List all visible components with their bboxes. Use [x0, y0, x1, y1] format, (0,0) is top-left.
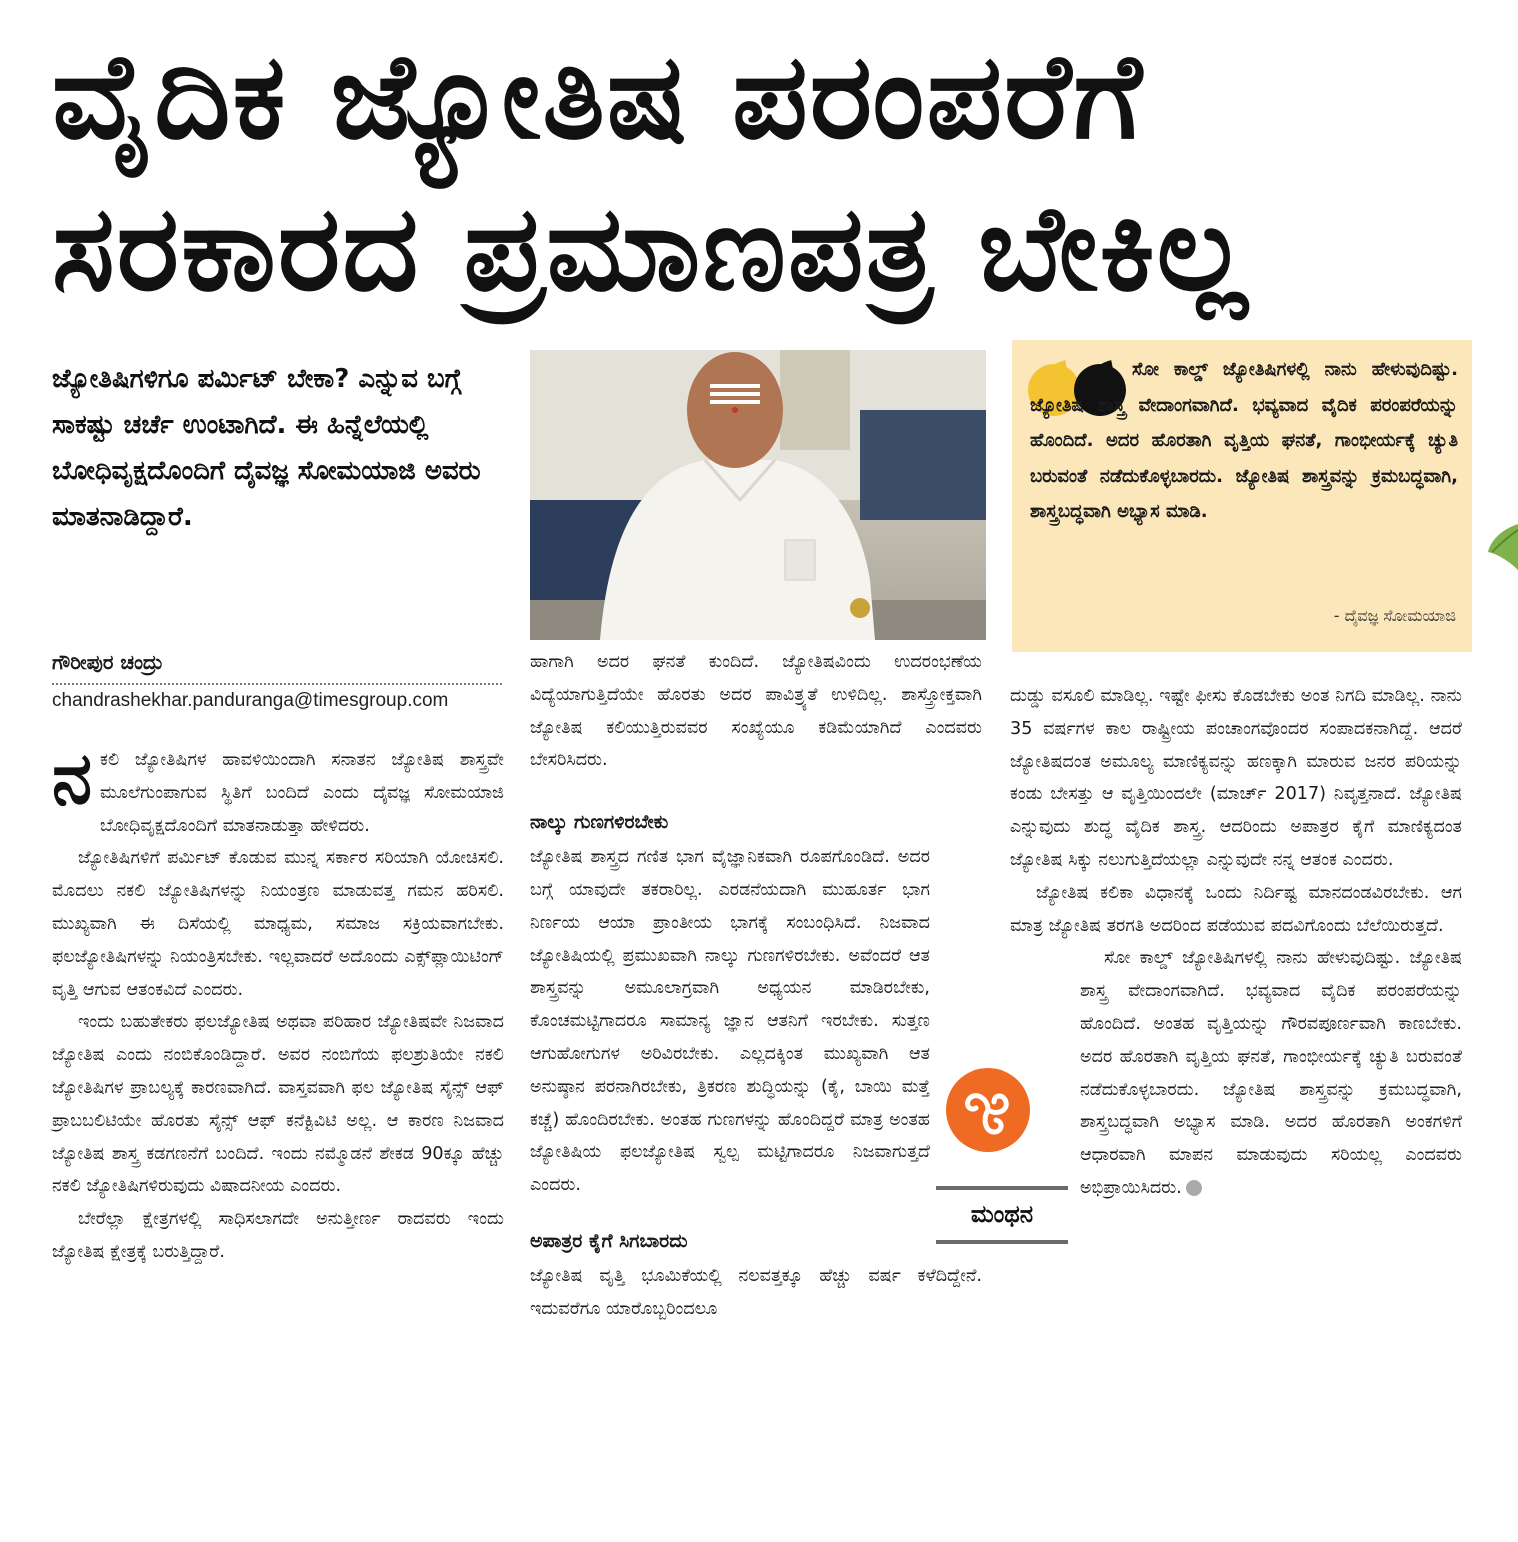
headline: [52, 20, 1472, 324]
paragraph: ಹಾಗಾಗಿ ಅದರ ಘನತೆ ಕುಂದಿದೆ. ಜ್ಯೋತಿಷವಿಂದು ಉದರಂಭಣೆಯ ವಿದ್ಯೆಯಾಗುತ್ತಿದೆಯೇ ಹೊರತು ಅದರ ಪಾವಿತ್ರ್ಯತೆ ಉಳಿದಿಲ್ಲ. ಶಾಸ್ತ್ರೋಕ್ತವಾಗಿ ಜ್ಯೋತಿಷ ಕಲಿಯುತ್ತಿರುವವರ ಸಂಖ್ಯೆಯೂ ಕಡಿಮೆಯಾಗಿದೆ ಎಂದವರು ಬೇಸರಿಸಿದರು.: [530, 652, 982, 771]
paragraph: ದುಡ್ಡು ವಸೂಲಿ ಮಾಡಿಲ್ಲ. ಇಷ್ಟೇ ಫೀಸು ಕೊಡಬೇಕು ಅಂತ ನಿಗದಿ ಮಾಡಿಲ್ಲ. ನಾನು 35 ವರ್ಷಗಳ ಕಾಲ ರಾಷ್ಟ್ರೀಯ ಪಂಚಾಂಗವೊಂದರ ಸಂಪಾದಕನಾಗಿದ್ದೆ. ಆದರೆ ಜ್ಯೋತಿಷದಂತ ಅಮೂಲ್ಯ ಮಾಣಿಕ್ಯವನ್ನು ಹಣಕ್ಕಾಗಿ ಮಾರುವ ಜನರ ಪರಿಯನ್ನು ಕಂಡು ಬೇಸತ್ತು ಆ ವೃತ್ತಿಯಿಂದಲೇ (ಮಾರ್ಚ್ 2017) ನಿವೃತ್ತನಾದೆ. ಜ್ಯೋತಿಷ ಎನ್ನುವುದು ಶುದ್ಧ ವೈದಿಕ ಶಾಸ್ತ್ರ. ಆದರಿಂದು ಅಪಾತ್ರರ ಕೈಗೆ ಮಾಣಿಕ್ಯದಂತ ಜ್ಯೋತಿಷ ಸಿಕ್ಕು ನಲುಗುತ್ತಿದೆಯಲ್ಲಾ ಎನ್ನುವುದೇ ನನ್ನ ಆತಂಕ ಎಂದರು.: [1010, 686, 1462, 870]
author-name: ಗೌರೀಪುರ ಚಂದ್ರು: [52, 650, 164, 674]
section-label: ಮಂಥನ: [970, 1200, 1034, 1228]
portrait-illustration: [530, 350, 986, 640]
manthana-logo: [946, 1068, 1030, 1152]
pull-quote-attribution: - ದೈವಜ್ಞ ಸೋಮಯಾಜಿ: [1333, 606, 1456, 625]
logo-rule-top: [936, 1186, 1068, 1190]
paragraph: ಸೋ ಕಾಲ್ಡ್ ಜ್ಯೋತಿಷಿಗಳಲ್ಲಿ ನಾನು ಹೇಳುವುದಿಷ್ಟು. ಜ್ಯೋತಿಷ ಶಾಸ್ತ್ರ ವೇದಾಂಗವಾಗಿದೆ. ಭವ್ಯವಾದ ವೈದಿಕ ಪರಂಪರೆಯನ್ನು ಹೊಂದಿದೆ. ಅಂತಹ ವೃತ್ತಿಯನ್ನು ಗೌರವಪೂರ್ಣವಾಗಿ ಕಾಣಬೇಕು. ಅದರ ಹೊರತಾಗಿ ವೃತ್ತಿಯ ಘನತೆ, ಗಾಂಭೀರ್ಯಕ್ಕೆ ಚ್ಯುತಿ ಬರುವಂತೆ ನಡೆದುಕೊಳ್ಳಬಾರದು. ಜ್ಯೋತಿಷ ಶಾಸ್ತ್ರವನ್ನು ಕ್ರಮಬದ್ಧವಾಗಿ, ಶಾಸ್ತ್ರಬದ್ಧವಾಗಿ ಅಭ್ಯಾಸ ಮಾಡಿ. ಅದರ ಹೊರತಾಗಿ ಅಂಕಗಳಿಗೆ ಆಧಾರವಾಗಿ ಮಾಪನ ಮಾಡುವುದು ಸರಿಯಲ್ಲ ಎಂದವರು ಅಭಿಪ್ರಾಯಿಸಿದರು.: [1080, 948, 1462, 1198]
portrait-photo: [530, 350, 986, 640]
article-column-3: [1010, 680, 1462, 1205]
paragraph: ಜ್ಯೋತಿಷ ಕಲಿಕಾ ವಿಧಾನಕ್ಕೆ ಒಂದು ನಿರ್ದಿಷ್ಟ ಮಾನದಂಡವಿರಬೇಕು. ಆಗ ಮಾತ್ರ ಜ್ಯೋತಿಷ ತರಗತಿ ಅದರಿಂದ ಪಡೆಯುವ ಪದವಿಗೊಂದು ಬೆಲೆಯಿರುತ್ತದೆ.: [1010, 882, 1462, 936]
intro-deck: ಜ್ಯೋತಿಷಿಗಳಿಗೂ ಪರ್ಮಿಟ್ ಬೇಕಾ? ಎನ್ನುವ ಬಗ್ಗೆ ಸಾಕಷ್ಟು ಚರ್ಚೆ ಉಂಟಾಗಿದೆ. ಈ ಹಿನ್ನೆಲೆಯಲ್ಲಿ ಬೋಧಿವೃಕ್ಷದೊಂದಿಗೆ ದೈವಜ್ಞ ಸೋಮಯಾಜಿ ಅವರು ಮಾತನಾಡಿದ್ದಾರೆ.: [52, 364, 481, 532]
pull-quote-text: ಸೋ ಕಾಲ್ಡ್ ಜ್ಯೋತಿಷಿಗಳಲ್ಲಿ ನಾನು ಹೇಳುವುದಿಷ್ಟು. ಜ್ಯೋತಿಷ ಶಾಸ್ತ್ರ ವೇದಾಂಗವಾಗಿದೆ. ಭವ್ಯವಾದ ವೈದಿಕ ಪರಂಪರೆಯನ್ನು ಹೊಂದಿದೆ. ಅದರ ಹೊರತಾಗಿ ವೃತ್ತಿಯ ಘನತೆ, ಗಾಂಭೀರ್ಯಕ್ಕೆ ಚ್ಯುತಿ ಬರುವಂತೆ ನಡೆದುಕೊಳ್ಳಬಾರದು. ಜ್ಯೋತಿಷ ಶಾಸ್ತ್ರವನ್ನು ಕ್ರಮಬದ್ಧವಾಗಿ, ಶಾಸ್ತ್ರಬದ್ಧವಾಗಿ ಅಭ್ಯಾಸ ಮಾಡಿ.: [1030, 359, 1458, 522]
paragraph: ಜ್ಯೋತಿಷ ವೃತ್ತಿ ಭೂಮಿಕೆಯಲ್ಲಿ ನಲವತ್ತಕ್ಕೂ ಹೆಚ್ಚು ವರ್ಷ ಕಳೆದಿದ್ದೇನೆ. ಇದುವರೆಗೂ ಯಾರೊಬ್ಬರಿಂದಲೂ: [530, 1265, 982, 1319]
byline-divider: [52, 683, 502, 685]
subheading: ನಾಲ್ಕು ಗುಣಗಳಿರಬೇಕು: [530, 811, 669, 834]
article-column-1: [52, 736, 504, 1269]
author-email: chandrashekhar.panduranga@timesgroup.com: [52, 690, 449, 711]
subheading: ಅಪಾತ್ರರ ಕೈಗೆ ಸಿಗಬಾರದು: [530, 1229, 688, 1252]
paragraph: ಇಂದು ಬಹುತೇಕರು ಫಲಜ್ಯೋತಿಷ ಅಥವಾ ಪರಿಹಾರ ಜ್ಯೋತಿಷವೇ ನಿಜವಾದ ಜ್ಯೋತಿಷ ಎಂದು ನಂಬಿಕೊಂಡಿದ್ದಾರೆ. ಅವರ ನಂಬಿಗೆಯ ಫಲಶ್ರುತಿಯೇ ನಕಲಿ ಜ್ಯೋತಿಷಿಗಳ ಪ್ರಾಬಲ್ಯಕ್ಕೆ ಕಾರಣವಾಗಿದೆ. ವಾಸ್ತವವಾಗಿ ಫಲ ಜ್ಯೋತಿಷ ಸೈನ್ಸ್ ಆಫ್ ಪ್ರಾಬಬಲಿಟಿಯೇ ಹೊರತು ಸೈನ್ಸ್ ಆಫ್ ಕನೆಕ್ಟಿವಿಟಿ ಅಲ್ಲ. ಆ ಕಾರಣ ನಿಜವಾದ ಜ್ಯೋತಿಷ ಶಾಸ್ತ್ರ ಕಡಗಣನೆಗೆ ಬಂದಿದೆ. ಇಂದು ನಮ್ಮೊಡನೆ ಶೇಕಡ 90ಕ್ಕೂ ಹೆಚ್ಚು ನಕಲಿ ಜ್ಯೋತಿಷಿಗಳಿರುವುದು ವಿಷಾದನೀಯ ಎಂದರು.: [52, 1012, 504, 1197]
headline-line-2: ಸರಕಾರದ ಪ್ರಮಾಣಪತ್ರ ಬೇಕಿಲ್ಲ: [52, 179, 1250, 317]
article-column-2: [530, 646, 982, 1326]
leaf-icon: [1488, 524, 1518, 570]
headline-line-1: ವೈದಿಕ ಜ್ಯೋತಿಷ ಪರಂಪರೆಗೆ: [52, 27, 1144, 165]
paragraph: ನಕಲಿ ಜ್ಯೋತಿಷಿಗಳ ಹಾವಳಿಯಿಂದಾಗಿ ಸನಾತನ ಜ್ಯೋತಿಷ ಶಾಸ್ತ್ರವೇ ಮೂಲೆಗುಂಪಾಗುವ ಸ್ಥಿತಿಗೆ ಬಂದಿದೆ ಎಂದು ದೈವಜ್ಞ ಸೋಮಯಾಜಿ ಬೋಧಿವೃಕ್ಷದೊಂದಿಗೆ ಮಾತನಾಡುತ್ತಾ ಹೇಳಿದರು.: [52, 736, 504, 836]
paragraph: ಜ್ಯೋತಿಷ ಶಾಸ್ತ್ರದ ಗಣಿತ ಭಾಗ ವೈಜ್ಞಾನಿಕವಾಗಿ ರೂಪಗೊಂಡಿದೆ. ಅದರ ಬಗ್ಗೆ ಯಾವುದೇ ತಕರಾರಿಲ್ಲ. ಎರಡನೆಯದಾಗಿ ಮುಹೂರ್ತ ಭಾಗ ನಿರ್ಣಯ ಆಯಾ ಪ್ರಾಂತೀಯ ಭಾಗಕ್ಕೆ ಸಂಬಂಧಿಸಿದೆ. ನಿಜವಾದ ಜ್ಯೋತಿಷಿಯಲ್ಲಿ ಪ್ರಮುಖವಾಗಿ ನಾಲ್ಕು ಗುಣಗಳಿರಬೇಕು. ಅವೆಂದರೆ ಆತ ಶಾಸ್ತ್ರವನ್ನು ಅಮೂಲಾಗ್ರವಾಗಿ ಅಧ್ಯಯನ ಮಾಡಿರಬೇಕು, ಕೊಂಚಮಟ್ಟಿಗಾದರೂ ಸಾಮಾನ್ಯ ಜ್ಞಾನ ಆತನಿಗೆ ಇರಬೇಕು. ಸುತ್ತಣ ಆಗುಹೋಗುಗಳ ಅರಿವಿರಬೇಕು. ಎಲ್ಲದಕ್ಕಿಂತ ಮುಖ್ಯವಾಗಿ ಆತ ಅನುಷ್ಠಾನ ಪರನಾಗಿರಬೇಕು, ತ್ರಿಕರಣ ಶುದ್ಧಿಯನ್ನು (ಕೈ, ಬಾಯಿ ಮತ್ತೆ ಕಚ್ಚೆ) ಹೊಂದಿರಬೇಕು. ಅಂತಹ ಗುಣಗಳನ್ನು ಹೊಂದಿದ್ದರೆ ಮಾತ್ರ ಅಂತಹ ಜ್ಯೋತಿಷಿಯ ಫಲಜ್ಯೋತಿಷ ಸ್ವಲ್ಪ ಮಟ್ಟಿಗಾದರೂ ನಿಜವಾಗುತ್ತದೆ ಎಂದರು.: [530, 847, 930, 1196]
drop-cap: ನ: [52, 736, 93, 820]
end-mark-icon: [1186, 1180, 1202, 1196]
paragraph: ಬೇರೆಲ್ಲಾ ಕ್ಷೇತ್ರಗಳಲ್ಲಿ ಸಾಧಿಸಲಾಗದೇ ಅನುತ್ತೀರ್ಣ ರಾದವರು ಇಂದು ಜ್ಯೋತಿಷ ಕ್ಷೇತ್ರಕ್ಕೆ ಬರುತ್ತಿದ್ದಾರೆ.: [52, 1209, 504, 1262]
paragraph: ಜ್ಯೋತಿಷಿಗಳಿಗೆ ಪರ್ಮಿಟ್ ಕೊಡುವ ಮುನ್ನ ಸರ್ಕಾರ ಸರಿಯಾಗಿ ಯೋಚಿಸಲಿ. ಮೊದಲು ನಕಲಿ ಜ್ಯೋತಿಷಿಗಳನ್ನು ನಿಯಂತ್ರಣ ಮಾಡುವತ್ತ ಗಮನ ಹರಿಸಲಿ. ಮುಖ್ಯವಾಗಿ ಈ ದಿಸೆಯಲ್ಲಿ ಮಾಧ್ಯಮ, ಸಮಾಜ ಸಕ್ರಿಯವಾಗಬೇಕು. ಫಲಜ್ಯೋತಿಷಿಗಳನ್ನು ನಿಯಂತ್ರಿಸಬೇಕು. ಇಲ್ಲವಾದರೆ ಅದೊಂದು ಎಕ್ಸ್‌ಪ್ಲಾಯಿಟಿಂಗ್ ವೃತ್ತಿ ಆಗುವ ಆತಂಕವಿದೆ ಎಂದರು.: [52, 848, 504, 1000]
triskele-icon: [946, 1068, 1030, 1152]
logo-rule-bottom: [936, 1240, 1068, 1244]
